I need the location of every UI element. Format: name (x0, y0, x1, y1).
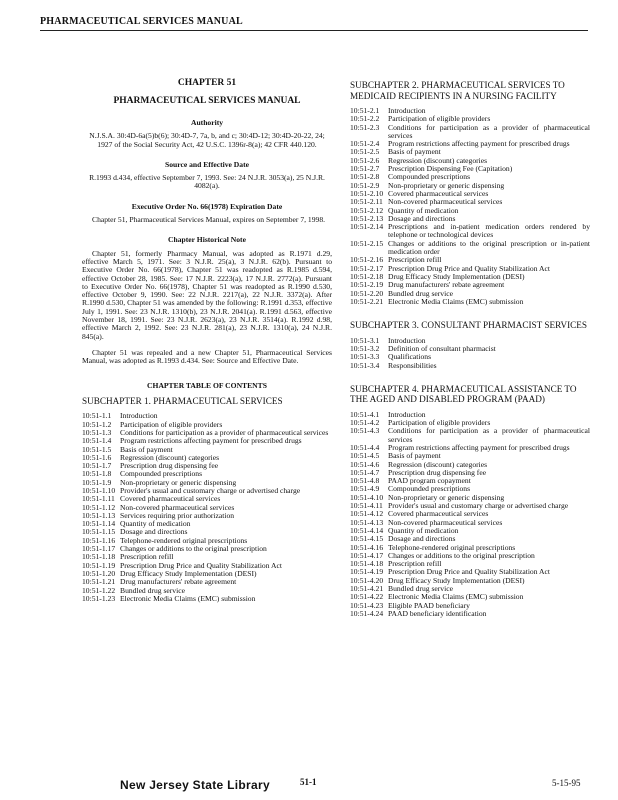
toc-item-number: 10:51-1.14 (82, 519, 116, 529)
toc-item-title: Prescription drug dispensing fee (120, 461, 219, 471)
executive-order-text: Chapter 51, Pharmaceutical Services Manual, expires on September 7, 1998. (92, 215, 326, 225)
right-column (350, 80, 590, 618)
toc-item (350, 593, 590, 601)
toc-item-title: Telephone-rendered original prescriptions (388, 542, 516, 552)
toc-item-title: Drug manufacturers' rebate agreement (120, 577, 237, 587)
toc-item-title: Bundled drug service (120, 585, 185, 595)
authority-heading: Authority (190, 118, 224, 127)
toc-item-title: Changes or additions to the original prescription (120, 544, 267, 554)
toc-item-number: 10:51-2.11 (350, 197, 383, 207)
toc-item-title: Covered pharmaceutical services (388, 509, 489, 519)
library-stamp: New Jersey State Library (120, 778, 270, 792)
toc-item-number: 10:51-3.4 (350, 360, 380, 370)
page-number: 51-1 (300, 777, 317, 787)
toc-item (350, 345, 590, 353)
toc-item-title: Non-proprietary or generic dispensing (120, 477, 237, 487)
history-heading: Chapter Historical Note (168, 235, 246, 245)
left-column (82, 60, 332, 603)
toc-item (350, 165, 590, 173)
toc-item-number: 10:51-2.16 (350, 255, 384, 265)
toc-item-title: Eligible PAAD beneficiary (388, 600, 470, 610)
toc-item-title: Program restrictions affecting payment for prescribed drugs (120, 436, 302, 446)
toc-item-number: 10:51-2.8 (350, 172, 380, 182)
toc-item (350, 240, 590, 257)
toc-item-number: 10:51-1.12 (82, 502, 116, 512)
toc-item-title: Electronic Media Claims (EMC) submission (388, 592, 524, 602)
toc-item-number: 10:51-4.4 (350, 443, 380, 452)
toc-item-title: Prescription refill (388, 559, 442, 569)
toc-item (350, 519, 590, 527)
toc-item (350, 223, 590, 240)
toc-item-title: Introduction (388, 409, 426, 419)
toc-item-number: 10:51-2.10 (350, 188, 384, 198)
toc-item-number: 10:51-1.10 (82, 486, 116, 495)
toc-item-number: 10:51-1.2 (82, 419, 112, 429)
toc-item-number: 10:51-2.12 (350, 205, 384, 215)
toc-item-number: 10:51-2.9 (350, 180, 380, 190)
toc-item-title: Covered pharmaceutical services (388, 188, 489, 198)
toc-item-title: Conditions for participation as a provider of pharmaceutical services (388, 122, 590, 140)
toc-item-title: Electronic Media Claims (EMC) submission (120, 593, 256, 603)
toc-item-title: Non-proprietary or generic dispensing (388, 492, 505, 502)
toc-item-title: PAAD program copayment (388, 476, 471, 486)
toc-item-number: 10:51-4.7 (350, 467, 380, 477)
toc-item-title: Participation of eligible providers (120, 419, 223, 429)
toc-item-number: 10:51-4.15 (350, 534, 384, 544)
toc-item-title: Non-proprietary or generic dispensing (388, 180, 505, 190)
toc-item-title: Non-covered pharmaceutical services (388, 517, 503, 527)
toc-item-title: Qualifications (388, 352, 432, 362)
subchapter-3-list (350, 337, 590, 370)
toc-item-title: Prescription Dispensing Fee (Capitation) (388, 164, 513, 174)
toc-item (350, 207, 590, 215)
toc-item-number: 10:51-1.19 (82, 560, 116, 570)
toc-item (350, 527, 590, 535)
toc-item-title: Conditions for participation as a provider of pharmaceutical services (120, 427, 329, 437)
toc-item-title: Drug Efficacy Study Implementation (DESI) (120, 568, 257, 578)
toc-item-number: 10:51-4.16 (350, 542, 384, 552)
toc-item-title: Services requiring prior authorization (120, 510, 235, 520)
toc-item-title: Basis of payment (388, 451, 441, 461)
toc-item-title: Quantity of medication (388, 525, 459, 535)
toc-item-number: 10:51-4.21 (350, 584, 384, 594)
toc-item-title: Compounded prescriptions (120, 469, 203, 479)
toc-item-title: Prescription Drug Price and Quality Stabilization Act (388, 263, 550, 273)
toc-item-title: Program restrictions affecting payment for prescribed drugs (388, 443, 570, 452)
toc-item-title: PAAD beneficiary identification (388, 608, 487, 618)
toc-item-number: 10:51-1.17 (82, 544, 116, 554)
toc-item-title: Covered pharmaceutical services (120, 494, 221, 504)
running-head: PHARMACEUTICAL SERVICES MANUAL (40, 16, 243, 27)
toc-item-title: Conditions for participation as a provider of pharmaceutical services (388, 426, 590, 444)
toc-item-title: Prescription refill (120, 552, 174, 562)
toc-item-number: 10:51-3.2 (350, 343, 380, 353)
toc-item-title: Regression (discount) categories (388, 459, 488, 469)
toc-item-number: 10:51-2.3 (350, 122, 380, 132)
toc-item (350, 124, 590, 141)
toc-item-title: Non-covered pharmaceutical services (388, 197, 503, 207)
toc-item-number: 10:51-1.15 (82, 527, 116, 537)
toc-item-number: 10:51-4.17 (350, 550, 384, 560)
toc-item-number: 10:51-1.23 (82, 593, 116, 603)
toc-item (350, 427, 590, 444)
history-paragraph-2: Chapter 51 was repealed and a new Chapter 51, Pharmaceutical Services Manual, was adopted as R.1993 d.434. See: Source and Effective Date. (82, 347, 332, 366)
toc-heading: CHAPTER TABLE OF CONTENTS (147, 380, 267, 390)
toc-item-title: Introduction (120, 411, 158, 421)
toc-item-title: Bundled drug service (388, 584, 453, 594)
toc-item (350, 298, 590, 306)
authority-text: N.J.S.A. 30:4D-6a(5)b(6); 30:4D-7, 7a, b, and c; 30:4D-12; 30:4D-20-22, 24; 1927 of the Social Security Act, 42 U.S.C. 1396r-8(a); 42 CFR 440.120. (89, 131, 325, 149)
source-heading: Source and Effective Date (164, 159, 249, 169)
toc-item (350, 353, 590, 361)
toc-item-title: Non-covered pharmaceutical services (120, 502, 235, 512)
toc-item-number: 10:51-1.5 (82, 444, 112, 454)
toc-item-number: 10:51-1.18 (82, 552, 116, 562)
toc-item-title: Changes or additions to the original prescription or in-patient medication order (388, 238, 590, 257)
toc-item-title: Program restrictions affecting payment for prescribed drugs (388, 139, 570, 149)
chapter-title: CHAPTER 51 (177, 78, 237, 88)
subchapter-1-heading: SUBCHAPTER 1. PHARMACEUTICAL SERVICES (82, 395, 283, 406)
toc-item-number: 10:51-1.6 (82, 452, 112, 462)
toc-item (82, 595, 332, 603)
toc-item-title: Provider's usual and customary charge or advertised charge (120, 486, 301, 495)
toc-item-number: 10:51-4.23 (350, 600, 384, 610)
toc-item-number: 10:51-2.5 (350, 147, 380, 157)
toc-item-title: Prescription Drug Price and Quality Stabilization Act (388, 567, 550, 577)
toc-item-number: 10:51-4.18 (350, 559, 384, 569)
toc-item-title: Prescription Drug Price and Quality Stabilization Act (120, 560, 282, 570)
toc-item-number: 10:51-2.17 (350, 263, 384, 273)
source-text: R.1993 d.434, effective September 7, 1993. See: 24 N.J.R. 3053(a), 25 N.J.R. 4082(a). (89, 173, 325, 191)
toc-item-number: 10:51-4.10 (350, 492, 384, 502)
toc-item-title: Participation of eligible providers (388, 418, 491, 428)
toc-item-title: Drug Efficacy Study Implementation (DESI) (388, 271, 525, 281)
toc-item-number: 10:51-2.14 (350, 222, 384, 232)
page-date: 5-15-95 (552, 778, 581, 788)
toc-item-number: 10:51-2.18 (350, 271, 384, 281)
toc-item-number: 10:51-2.2 (350, 114, 380, 124)
toc-item-number: 10:51-4.22 (350, 592, 384, 602)
toc-item-number: 10:51-4.5 (350, 451, 380, 461)
toc-item-number: 10:51-1.9 (82, 477, 112, 487)
toc-item-title: Definition of consultant pharmacist (388, 343, 496, 353)
toc-item (350, 362, 590, 370)
toc-item-title: Dosage and directions (120, 527, 188, 537)
toc-item-title: Provider's usual and customary charge or advertised charge (388, 501, 569, 511)
toc-item-title: Dosage and directions (388, 534, 456, 544)
toc-item-title: Prescriptions and in-patient medication orders rendered by telephone or technological devices (388, 222, 590, 240)
subchapter-4-list (350, 411, 590, 618)
toc-item-title: Quantity of medication (120, 519, 191, 529)
subchapter-2-list (350, 107, 590, 306)
toc-item-number: 10:51-2.13 (350, 213, 384, 223)
toc-item-number: 10:51-3.1 (350, 335, 380, 345)
subchapter-3-heading: SUBCHAPTER 3. CONSULTANT PHARMACIST SERVICES (350, 320, 588, 331)
toc-item-number: 10:51-4.24 (350, 608, 384, 618)
toc-item-number: 10:51-4.12 (350, 509, 384, 519)
toc-item-number: 10:51-4.8 (350, 476, 380, 486)
toc-item-number: 10:51-2.19 (350, 280, 384, 290)
history-paragraph-1: Chapter 51, formerly Pharmacy Manual, was adopted as R.1971 d.29, effective March 5, 1971. See: 3 N.J.R. 25(a), 3 N.J.R. 62(b). Pursuant to Executive Order No. 66(1978), Chapter 51 was readopted as R.1985 d.594, effective October 28, 1985. See: 17 N.J.R. 2223(a), 17 N.J.R. 2772(a). Pursuant to Executive Order No. 66(1978), Chapter 51 was readopted as R.1990 d.530, effective October 9, 1990. See: 22 N.J.R. 2217(a), 22 N.J.R. 3372(a). After R.1990 d.530, Chapter 51 was amended by the following: R.1991 d.353, effective July 1, 1991. See: 23 N.J.R. 1310(b), 23 N.J.R. 2041(a). R.1991 d.563, effective November 18, 1991. See: 23 N.J.R. 2623(a), 23 N.J.R. 3514(a). R.1992 d.98, effective March 2, 1992. See: 23 N.J.R. 281(a), 23 N.J.R. 1310(a), 24 N.J.R. 845(a). (82, 248, 332, 341)
toc-item-number: 10:51-4.13 (350, 517, 384, 527)
toc-item-number: 10:51-1.11 (82, 494, 115, 504)
toc-item-number: 10:51-2.20 (350, 288, 384, 298)
toc-item-title: Regression (discount) categories (120, 452, 220, 462)
toc-item (350, 552, 590, 560)
toc-item-number: 10:51-1.8 (82, 469, 112, 479)
header-rule (40, 30, 588, 31)
toc-item-number: 10:51-4.14 (350, 525, 384, 535)
toc-item-title: Electronic Media Claims (EMC) submission (388, 296, 524, 306)
toc-item-title: Participation of eligible providers (388, 114, 491, 124)
subchapter-4-heading: SUBCHAPTER 4. PHARMACEUTICAL ASSISTANCE TO THE AGED AND DISABLED PROGRAM (PAAD) (350, 383, 577, 405)
toc-item (350, 140, 590, 148)
subchapter-2-heading: SUBCHAPTER 2. PHARMACEUTICAL SERVICES TO MEDICAID RECIPIENTS IN A NURSING FACILITY (350, 80, 565, 101)
toc-item-title: Compounded prescriptions (388, 172, 471, 182)
toc-item-title: Basis of payment (120, 444, 173, 454)
toc-item-title: Introduction (388, 106, 426, 115)
subchapter-1-list (82, 412, 332, 603)
executive-order-heading: Executive Order No. 66(1978) Expiration Date (131, 201, 283, 211)
toc-item-number: 10:51-2.15 (350, 238, 384, 248)
toc-item-title: Telephone-rendered original prescriptions (120, 535, 248, 545)
toc-item-title: Basis of payment (388, 147, 441, 157)
manual-title: PHARMACEUTICAL SERVICES MANUAL (113, 96, 301, 106)
toc-item-number: 10:51-1.13 (82, 510, 116, 520)
toc-item (350, 610, 590, 618)
toc-item-number: 10:51-2.4 (350, 139, 380, 149)
toc-item-number: 10:51-4.3 (350, 426, 380, 436)
toc-item (350, 477, 590, 485)
toc-item-title: Changes or additions to the original prescription (388, 550, 535, 560)
toc-item-number: 10:51-4.20 (350, 575, 384, 585)
toc-item-number: 10:51-4.1 (350, 409, 380, 419)
toc-item-title: Drug Efficacy Study Implementation (DESI) (388, 575, 525, 585)
toc-item-title: Drug manufacturers' rebate agreement (388, 280, 505, 290)
toc-item-number: 10:51-1.20 (82, 568, 116, 578)
toc-item-number: 10:51-2.1 (350, 106, 380, 115)
toc-item-number: 10:51-4.9 (350, 484, 380, 494)
toc-item (350, 198, 590, 206)
toc-item-title: Quantity of medication (388, 205, 459, 215)
toc-item-number: 10:51-2.6 (350, 155, 380, 165)
toc-item-title: Dosage and directions (388, 213, 456, 223)
toc-item-number: 10:51-4.6 (350, 459, 380, 469)
toc-item (350, 577, 590, 585)
toc-item (350, 281, 590, 289)
toc-item-number: 10:51-2.21 (350, 296, 384, 306)
toc-item-number: 10:51-2.7 (350, 164, 380, 174)
toc-item-title: Regression (discount) categories (388, 155, 488, 165)
toc-item-number: 10:51-1.1 (82, 411, 112, 421)
toc-item-number: 10:51-1.21 (82, 577, 116, 587)
toc-item (350, 444, 590, 452)
toc-item-number: 10:51-4.2 (350, 418, 380, 428)
toc-item-number: 10:51-1.3 (82, 427, 112, 437)
toc-item-number: 10:51-4.11 (350, 501, 383, 511)
toc-item-number: 10:51-4.19 (350, 567, 384, 577)
toc-item-number: 10:51-3.3 (350, 352, 380, 362)
toc-item-number: 10:51-1.16 (82, 535, 116, 545)
toc-item-title: Bundled drug service (388, 288, 453, 298)
toc-item-number: 10:51-1.4 (82, 436, 112, 446)
toc-item-title: Introduction (388, 335, 426, 345)
toc-item-title: Prescription refill (388, 255, 442, 265)
toc-item-title: Prescription drug dispensing fee (388, 467, 487, 477)
toc-item-title: Compounded prescriptions (388, 484, 471, 494)
toc-item-number: 10:51-1.22 (82, 585, 116, 595)
toc-item-number: 10:51-1.7 (82, 461, 112, 471)
toc-item-title: Responsibilities (388, 360, 437, 370)
